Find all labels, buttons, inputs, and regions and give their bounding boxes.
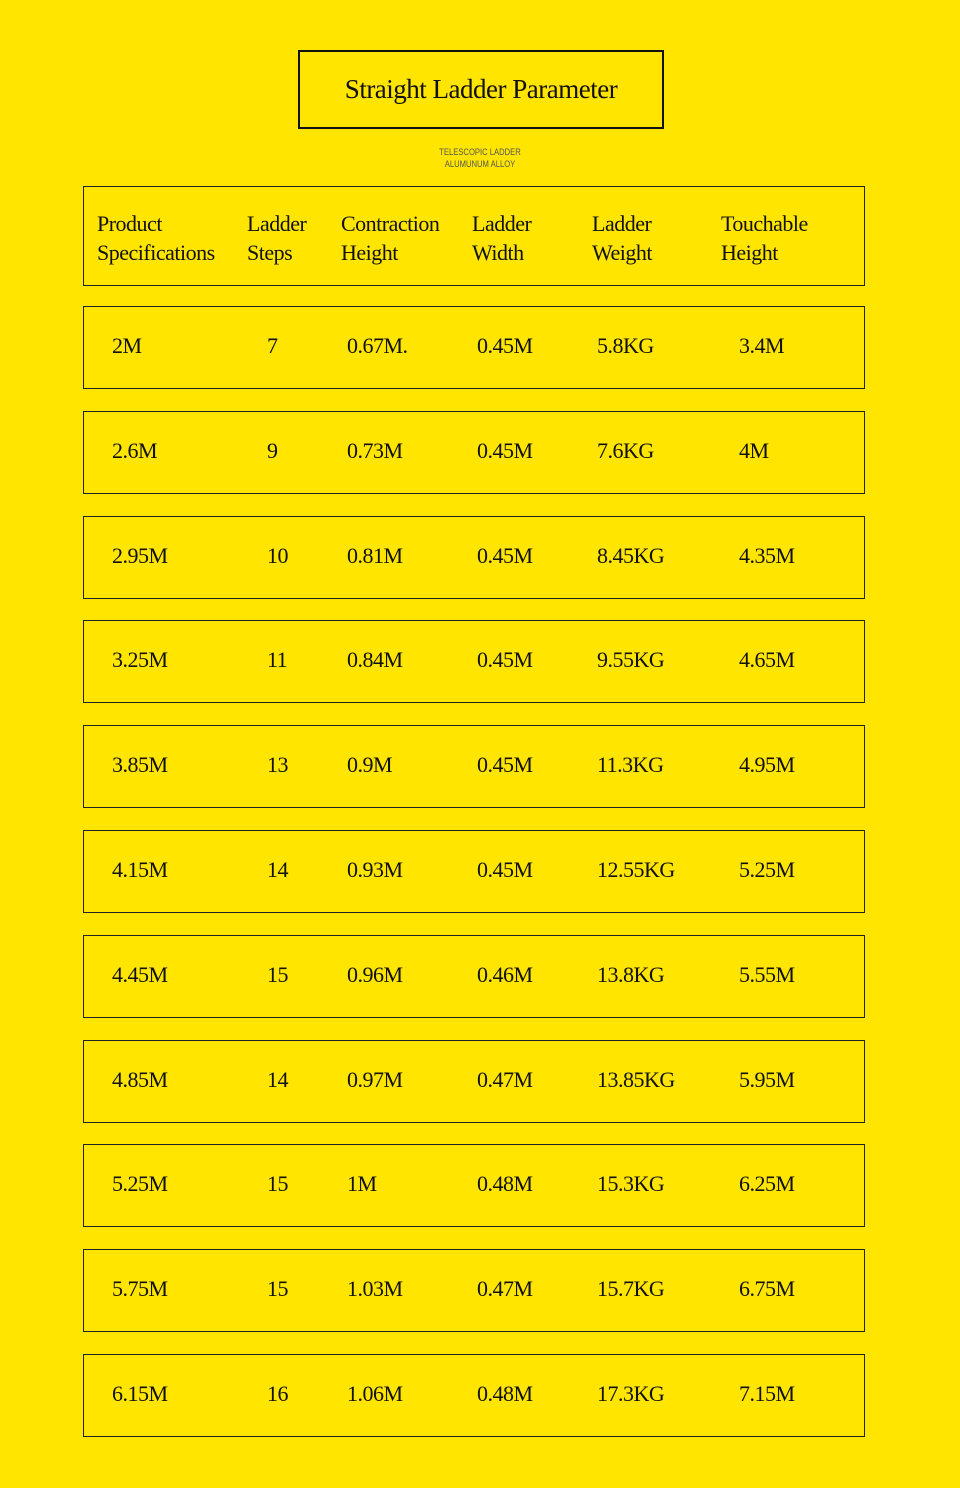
table-header: [83, 186, 865, 286]
table-cell: 13: [267, 752, 288, 777]
table-row: [83, 1249, 865, 1332]
table-cell: 0.47M: [477, 1276, 533, 1301]
table-cell: 9: [267, 438, 278, 463]
header-ladder-weight: [592, 209, 652, 267]
table-cell: 7.6KG: [597, 438, 654, 463]
table-cell: 5.25M: [112, 1171, 168, 1196]
table-cell: 4.95M: [739, 752, 795, 777]
table-cell: 11.3KG: [597, 752, 664, 777]
table-row: [83, 1040, 865, 1123]
table-cell: 12.55KG: [597, 857, 675, 882]
table-row: [83, 411, 865, 494]
header-line: Height: [721, 240, 778, 265]
table-cell: 6.15M: [112, 1381, 168, 1406]
table-cell: 14: [267, 857, 288, 882]
table-cell: 0.93M: [347, 857, 403, 882]
table-cell: 11: [267, 647, 288, 672]
header-ladder-width: [472, 209, 531, 267]
header-line: Ladder: [592, 211, 652, 236]
table-cell: 7.15M: [739, 1381, 795, 1406]
table-cell: 13.8KG: [597, 962, 665, 987]
table-cell: 0.81M: [347, 543, 403, 568]
table-cell: 0.45M: [477, 752, 533, 777]
table-cell: 4M: [739, 438, 769, 463]
table-cell: 5.55M: [739, 962, 795, 987]
table-cell: 0.45M: [477, 333, 533, 358]
table-cell: 1.06M: [347, 1381, 403, 1406]
table-cell: 0.9M: [347, 752, 393, 777]
header-product-specifications: [97, 209, 215, 267]
table-row: [83, 830, 865, 913]
table-cell: 7: [267, 333, 278, 358]
table-cell: 3.25M: [112, 647, 168, 672]
table-cell: 0.45M: [477, 438, 533, 463]
table-cell: 15.7KG: [597, 1276, 665, 1301]
table-cell: 4.15M: [112, 857, 168, 882]
header-line: Ladder: [472, 211, 532, 236]
header-touchable-height: [721, 209, 808, 267]
table-cell: 5.25M: [739, 857, 795, 882]
header-line: Specifications: [97, 240, 215, 265]
table-cell: 0.84M: [347, 647, 403, 672]
table-cell: 6.75M: [739, 1276, 795, 1301]
header-line: Touchable: [721, 211, 808, 236]
header-line: Product: [97, 211, 162, 236]
table-cell: 0.67M.: [347, 333, 408, 358]
table-cell: 0.45M: [477, 647, 533, 672]
header-line: Ladder: [247, 211, 307, 236]
table-row: [83, 935, 865, 1018]
table-cell: 5.95M: [739, 1067, 795, 1092]
header-line: Height: [341, 240, 398, 265]
table-cell: 0.97M: [347, 1067, 403, 1092]
table-cell: 14: [267, 1067, 288, 1092]
table-cell: 3.4M: [739, 333, 785, 358]
table-cell: 5.8KG: [597, 333, 654, 358]
table-cell: 1M: [347, 1171, 377, 1196]
header-contraction-height: [341, 209, 439, 267]
table-cell: 8.45KG: [597, 543, 665, 568]
table-cell: 15: [267, 962, 288, 987]
table-cell: 5.75M: [112, 1276, 168, 1301]
table-cell: 0.46M: [477, 962, 533, 987]
table-cell: 3.85M: [112, 752, 168, 777]
table-cell: 2.6M: [112, 438, 158, 463]
table-cell: 0.48M: [477, 1381, 533, 1406]
table-cell: 6.25M: [739, 1171, 795, 1196]
table-cell: 0.45M: [477, 857, 533, 882]
table-cell: 0.96M: [347, 962, 403, 987]
table-cell: 1.03M: [347, 1276, 403, 1301]
table-cell: 15: [267, 1276, 288, 1301]
table-cell: 4.35M: [739, 543, 795, 568]
table-cell: 4.45M: [112, 962, 168, 987]
table-cell: 15.3KG: [597, 1171, 665, 1196]
table-row: [83, 516, 865, 599]
table-cell: 13.85KG: [597, 1067, 675, 1092]
table-row: [83, 1354, 865, 1437]
table-cell: 2.95M: [112, 543, 168, 568]
subtitle-line-2: ALUMUNUM ALLOY: [444, 159, 516, 169]
table-cell: 9.55KG: [597, 647, 665, 672]
table-cell: 2M: [112, 333, 142, 358]
table-cell: 4.85M: [112, 1067, 168, 1092]
header-ladder-steps: [247, 209, 306, 267]
table-cell: 0.48M: [477, 1171, 533, 1196]
table-row: [83, 620, 865, 703]
table-cell: 4.65M: [739, 647, 795, 672]
header-line: Steps: [247, 240, 293, 265]
subtitle: [395, 146, 565, 170]
table-cell: 16: [267, 1381, 288, 1406]
table-cell: 17.3KG: [597, 1381, 665, 1406]
table-cell: 15: [267, 1171, 288, 1196]
table-cell: 10: [267, 543, 288, 568]
table-row: [83, 1144, 865, 1227]
table-cell: 0.47M: [477, 1067, 533, 1092]
header-line: Contraction: [341, 211, 440, 236]
table-row: [83, 725, 865, 808]
subtitle-line-1: TELESCOPIC LADDER: [439, 147, 521, 157]
header-line: Width: [472, 240, 524, 265]
table-cell: 0.45M: [477, 543, 533, 568]
header-line: Weight: [592, 240, 652, 265]
page-title: Straight Ladder Parameter: [298, 50, 664, 129]
table-row: [83, 306, 865, 389]
table-cell: 0.73M: [347, 438, 403, 463]
